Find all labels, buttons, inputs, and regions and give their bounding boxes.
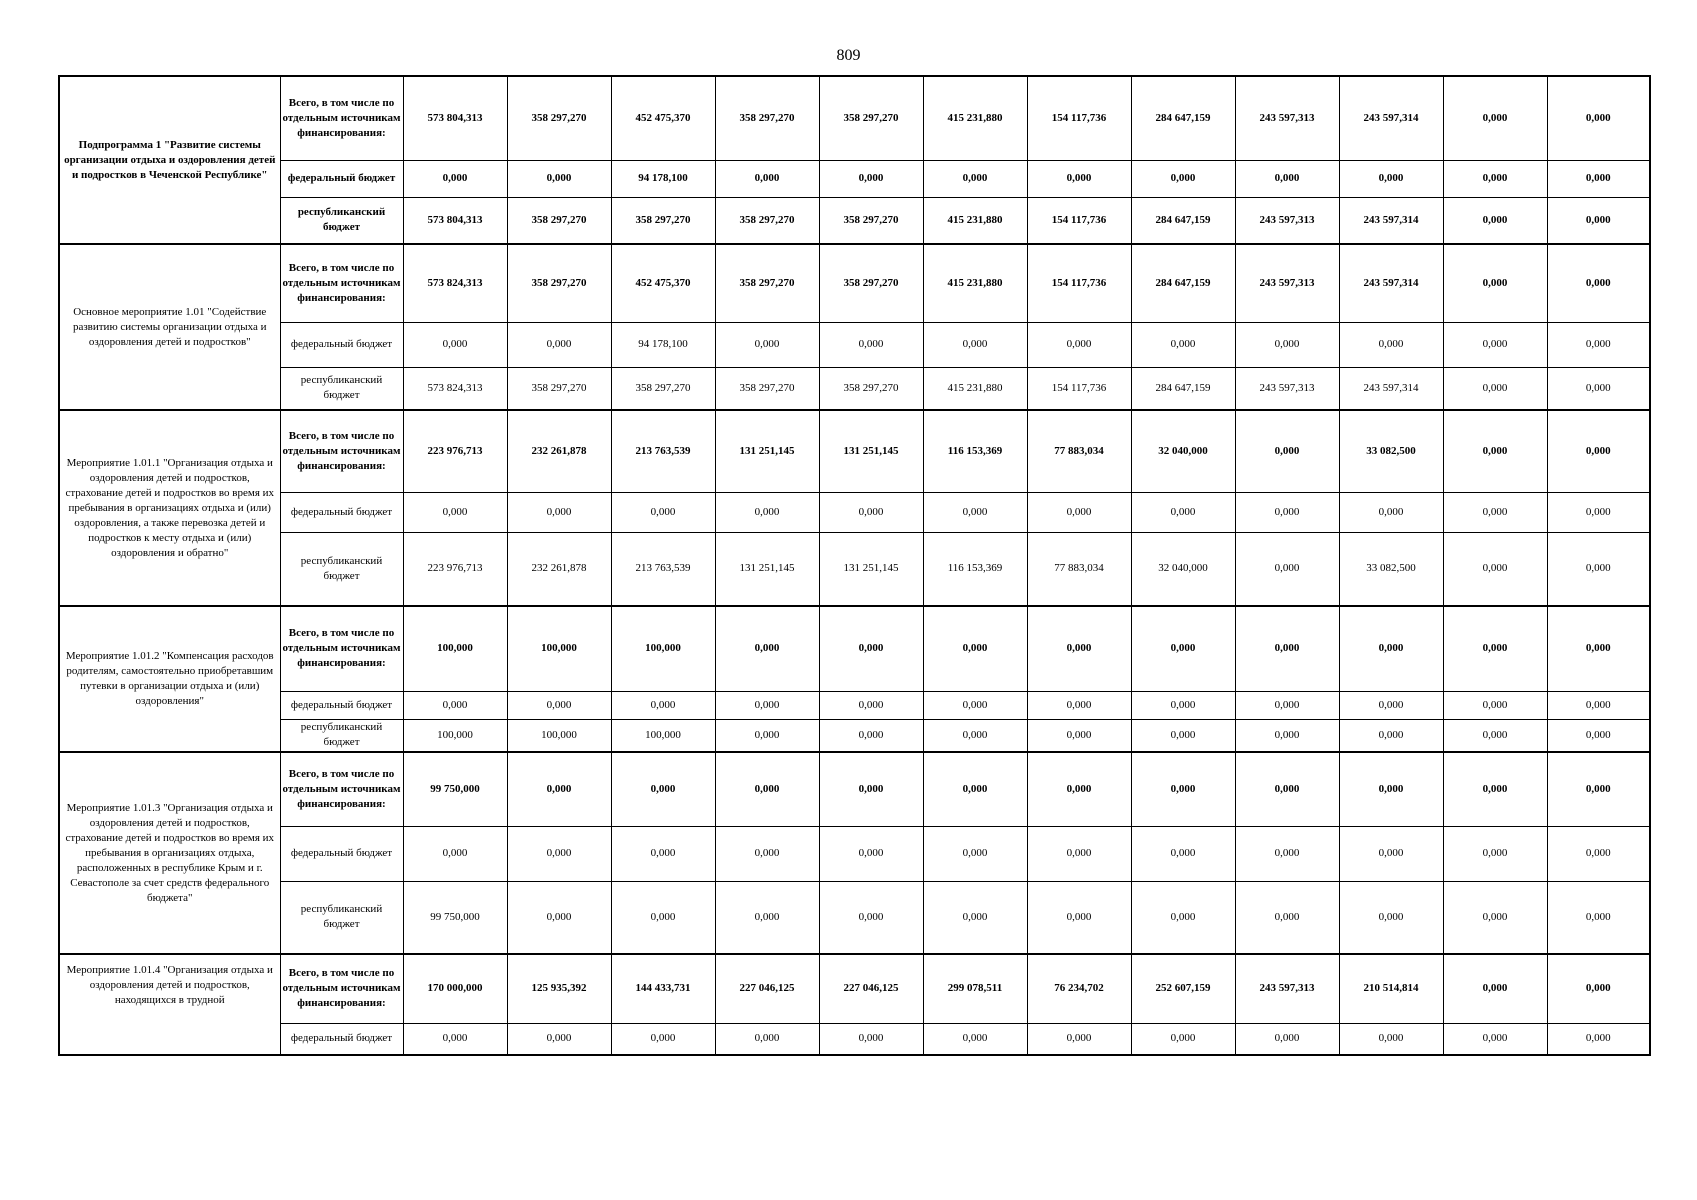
amount-cell: 0,000 bbox=[1547, 719, 1650, 752]
amount-cell: 0,000 bbox=[403, 1023, 507, 1055]
amount-cell: 0,000 bbox=[819, 826, 923, 881]
amount-cell: 358 297,270 bbox=[819, 197, 923, 244]
amount-cell: 0,000 bbox=[1443, 322, 1547, 367]
amount-cell: 358 297,270 bbox=[715, 367, 819, 410]
amount-cell: 213 763,539 bbox=[611, 410, 715, 492]
amount-cell: 0,000 bbox=[1027, 1023, 1131, 1055]
amount-cell: 415 231,880 bbox=[923, 76, 1027, 160]
amount-cell: 0,000 bbox=[1547, 606, 1650, 691]
amount-cell: 0,000 bbox=[1235, 752, 1339, 826]
funding-source-cell: Всего, в том числе по отдельным источникам финансирования: bbox=[280, 410, 403, 492]
amount-cell: 223 976,713 bbox=[403, 532, 507, 606]
funding-source-cell: республиканский бюджет bbox=[280, 881, 403, 954]
amount-cell: 0,000 bbox=[507, 160, 611, 197]
table-row bbox=[59, 244, 1650, 322]
table-row bbox=[59, 752, 1650, 826]
amount-cell: 0,000 bbox=[507, 752, 611, 826]
amount-cell: 0,000 bbox=[611, 881, 715, 954]
amount-cell: 0,000 bbox=[1443, 160, 1547, 197]
funding-source-cell: республиканский бюджет bbox=[280, 719, 403, 752]
amount-cell: 452 475,370 bbox=[611, 244, 715, 322]
amount-cell: 284 647,159 bbox=[1131, 367, 1235, 410]
amount-cell: 0,000 bbox=[923, 322, 1027, 367]
amount-cell: 0,000 bbox=[1131, 160, 1235, 197]
funding-source-cell: федеральный бюджет bbox=[280, 1023, 403, 1055]
program-name-cell: Мероприятие 1.01.3 "Организация отдыха и оздоровления детей и подростков, страхование детей и подростков во время их пребывания в организациях отдыха, расположенных в республике Крым и г. Севастополе за счет средств федерального бюджета" bbox=[59, 752, 280, 954]
amount-cell: 131 251,145 bbox=[819, 532, 923, 606]
amount-cell: 0,000 bbox=[1547, 752, 1650, 826]
amount-cell: 0,000 bbox=[507, 691, 611, 719]
amount-cell: 0,000 bbox=[1235, 322, 1339, 367]
amount-cell: 284 647,159 bbox=[1131, 244, 1235, 322]
table-row bbox=[59, 197, 1650, 244]
amount-cell: 0,000 bbox=[1547, 691, 1650, 719]
amount-cell: 0,000 bbox=[1443, 1023, 1547, 1055]
amount-cell: 0,000 bbox=[715, 691, 819, 719]
amount-cell: 0,000 bbox=[1547, 492, 1650, 532]
amount-cell: 232 261,878 bbox=[507, 532, 611, 606]
amount-cell: 0,000 bbox=[923, 826, 1027, 881]
program-name-cell: Основное мероприятие 1.01 "Содействие развитию системы организации отдыха и оздоровления детей и подростков" bbox=[59, 244, 280, 410]
amount-cell: 243 597,313 bbox=[1235, 197, 1339, 244]
amount-cell: 0,000 bbox=[1027, 752, 1131, 826]
amount-cell: 0,000 bbox=[715, 322, 819, 367]
table-row bbox=[59, 881, 1650, 954]
amount-cell: 0,000 bbox=[1235, 691, 1339, 719]
amount-cell: 0,000 bbox=[819, 606, 923, 691]
amount-cell: 0,000 bbox=[1547, 197, 1650, 244]
amount-cell: 0,000 bbox=[1443, 752, 1547, 826]
amount-cell: 0,000 bbox=[1131, 691, 1235, 719]
amount-cell: 100,000 bbox=[403, 606, 507, 691]
amount-cell: 415 231,880 bbox=[923, 367, 1027, 410]
amount-cell: 0,000 bbox=[1339, 492, 1443, 532]
amount-cell: 154 117,736 bbox=[1027, 367, 1131, 410]
amount-cell: 0,000 bbox=[1235, 606, 1339, 691]
amount-cell: 99 750,000 bbox=[403, 752, 507, 826]
amount-cell: 0,000 bbox=[923, 691, 1027, 719]
amount-cell: 0,000 bbox=[715, 492, 819, 532]
amount-cell: 358 297,270 bbox=[819, 244, 923, 322]
amount-cell: 243 597,313 bbox=[1235, 244, 1339, 322]
amount-cell: 0,000 bbox=[1027, 322, 1131, 367]
table-row bbox=[59, 719, 1650, 752]
amount-cell: 227 046,125 bbox=[715, 954, 819, 1023]
amount-cell: 131 251,145 bbox=[819, 410, 923, 492]
amount-cell: 0,000 bbox=[1547, 76, 1650, 160]
amount-cell: 0,000 bbox=[923, 719, 1027, 752]
amount-cell: 243 597,313 bbox=[1235, 367, 1339, 410]
amount-cell: 227 046,125 bbox=[819, 954, 923, 1023]
amount-cell: 0,000 bbox=[715, 160, 819, 197]
amount-cell: 0,000 bbox=[507, 1023, 611, 1055]
amount-cell: 0,000 bbox=[1547, 826, 1650, 881]
funding-source-cell: федеральный бюджет bbox=[280, 691, 403, 719]
amount-cell: 0,000 bbox=[1131, 719, 1235, 752]
amount-cell: 100,000 bbox=[507, 719, 611, 752]
amount-cell: 0,000 bbox=[1131, 322, 1235, 367]
amount-cell: 0,000 bbox=[1027, 719, 1131, 752]
amount-cell: 243 597,313 bbox=[1235, 76, 1339, 160]
amount-cell: 243 597,313 bbox=[1235, 954, 1339, 1023]
amount-cell: 0,000 bbox=[715, 606, 819, 691]
amount-cell: 0,000 bbox=[1339, 752, 1443, 826]
amount-cell: 77 883,034 bbox=[1027, 410, 1131, 492]
amount-cell: 0,000 bbox=[819, 1023, 923, 1055]
program-name-cell: Мероприятие 1.01.2 "Компенсация расходов родителям, самостоятельно приобретавшим путевки в организации отдыха и (или) оздоровления" bbox=[59, 606, 280, 752]
amount-cell: 0,000 bbox=[1547, 410, 1650, 492]
amount-cell: 0,000 bbox=[819, 492, 923, 532]
amount-cell: 144 433,731 bbox=[611, 954, 715, 1023]
amount-cell: 0,000 bbox=[1547, 322, 1650, 367]
amount-cell: 299 078,511 bbox=[923, 954, 1027, 1023]
amount-cell: 99 750,000 bbox=[403, 881, 507, 954]
amount-cell: 452 475,370 bbox=[611, 76, 715, 160]
amount-cell: 358 297,270 bbox=[507, 76, 611, 160]
amount-cell: 0,000 bbox=[1339, 826, 1443, 881]
table-row bbox=[59, 76, 1650, 160]
amount-cell: 0,000 bbox=[819, 322, 923, 367]
amount-cell: 0,000 bbox=[611, 492, 715, 532]
program-name-cell: Подпрограмма 1 "Развитие системы организации отдыха и оздоровления детей и подростков в Чеченской Республике" bbox=[59, 76, 280, 244]
amount-cell: 0,000 bbox=[923, 1023, 1027, 1055]
amount-cell: 415 231,880 bbox=[923, 197, 1027, 244]
amount-cell: 0,000 bbox=[1547, 881, 1650, 954]
amount-cell: 0,000 bbox=[507, 492, 611, 532]
amount-cell: 0,000 bbox=[819, 719, 923, 752]
amount-cell: 0,000 bbox=[1547, 244, 1650, 322]
table-row bbox=[59, 410, 1650, 492]
amount-cell: 284 647,159 bbox=[1131, 197, 1235, 244]
amount-cell: 0,000 bbox=[1235, 410, 1339, 492]
table-row bbox=[59, 691, 1650, 719]
amount-cell: 0,000 bbox=[923, 606, 1027, 691]
amount-cell: 0,000 bbox=[403, 691, 507, 719]
funding-source-cell: Всего, в том числе по отдельным источникам финансирования: bbox=[280, 752, 403, 826]
amount-cell: 0,000 bbox=[1547, 954, 1650, 1023]
funding-source-cell: республиканский бюджет bbox=[280, 532, 403, 606]
amount-cell: 77 883,034 bbox=[1027, 532, 1131, 606]
amount-cell: 0,000 bbox=[1547, 367, 1650, 410]
table-row bbox=[59, 826, 1650, 881]
amount-cell: 154 117,736 bbox=[1027, 197, 1131, 244]
amount-cell: 170 000,000 bbox=[403, 954, 507, 1023]
amount-cell: 0,000 bbox=[923, 881, 1027, 954]
amount-cell: 33 082,500 bbox=[1339, 532, 1443, 606]
amount-cell: 0,000 bbox=[715, 826, 819, 881]
amount-cell: 0,000 bbox=[819, 160, 923, 197]
amount-cell: 0,000 bbox=[1235, 719, 1339, 752]
amount-cell: 0,000 bbox=[403, 322, 507, 367]
funding-source-cell: Всего, в том числе по отдельным источникам финансирования: bbox=[280, 954, 403, 1023]
amount-cell: 76 234,702 bbox=[1027, 954, 1131, 1023]
amount-cell: 125 935,392 bbox=[507, 954, 611, 1023]
amount-cell: 100,000 bbox=[403, 719, 507, 752]
amount-cell: 0,000 bbox=[819, 691, 923, 719]
amount-cell: 0,000 bbox=[1339, 881, 1443, 954]
amount-cell: 0,000 bbox=[1547, 160, 1650, 197]
amount-cell: 0,000 bbox=[1235, 492, 1339, 532]
amount-cell: 0,000 bbox=[1339, 606, 1443, 691]
amount-cell: 0,000 bbox=[1339, 691, 1443, 719]
amount-cell: 100,000 bbox=[507, 606, 611, 691]
amount-cell: 0,000 bbox=[819, 752, 923, 826]
amount-cell: 0,000 bbox=[1443, 410, 1547, 492]
amount-cell: 33 082,500 bbox=[1339, 410, 1443, 492]
amount-cell: 131 251,145 bbox=[715, 410, 819, 492]
funding-source-cell: федеральный бюджет bbox=[280, 322, 403, 367]
amount-cell: 0,000 bbox=[1547, 532, 1650, 606]
amount-cell: 358 297,270 bbox=[819, 76, 923, 160]
amount-cell: 0,000 bbox=[507, 826, 611, 881]
amount-cell: 358 297,270 bbox=[507, 244, 611, 322]
amount-cell: 154 117,736 bbox=[1027, 244, 1131, 322]
amount-cell: 0,000 bbox=[1443, 367, 1547, 410]
amount-cell: 0,000 bbox=[403, 826, 507, 881]
amount-cell: 94 178,100 bbox=[611, 160, 715, 197]
amount-cell: 252 607,159 bbox=[1131, 954, 1235, 1023]
amount-cell: 0,000 bbox=[1235, 532, 1339, 606]
funding-source-cell: республиканский бюджет bbox=[280, 197, 403, 244]
amount-cell: 0,000 bbox=[1443, 76, 1547, 160]
amount-cell: 0,000 bbox=[1027, 160, 1131, 197]
amount-cell: 0,000 bbox=[715, 752, 819, 826]
amount-cell: 0,000 bbox=[1443, 532, 1547, 606]
amount-cell: 0,000 bbox=[1027, 606, 1131, 691]
amount-cell: 0,000 bbox=[1027, 881, 1131, 954]
amount-cell: 0,000 bbox=[1339, 160, 1443, 197]
amount-cell: 0,000 bbox=[1547, 1023, 1650, 1055]
amount-cell: 573 804,313 bbox=[403, 197, 507, 244]
amount-cell: 0,000 bbox=[611, 691, 715, 719]
amount-cell: 0,000 bbox=[1443, 244, 1547, 322]
funding-source-cell: федеральный бюджет bbox=[280, 160, 403, 197]
amount-cell: 0,000 bbox=[1027, 691, 1131, 719]
amount-cell: 358 297,270 bbox=[715, 244, 819, 322]
amount-cell: 284 647,159 bbox=[1131, 76, 1235, 160]
amount-cell: 0,000 bbox=[611, 826, 715, 881]
amount-cell: 94 178,100 bbox=[611, 322, 715, 367]
funding-source-cell: Всего, в том числе по отдельным источникам финансирования: bbox=[280, 606, 403, 691]
amount-cell: 243 597,314 bbox=[1339, 244, 1443, 322]
amount-cell: 358 297,270 bbox=[819, 367, 923, 410]
program-name-cell: Мероприятие 1.01.1 "Организация отдыха и оздоровления детей и подростков, страхование детей и подростков во время их пребывания в организациях отдыха и (или) оздоровления, а также перевозка детей и подростков к месту отдыха и (или) оздоровления и обратно" bbox=[59, 410, 280, 606]
budget-table-body bbox=[59, 76, 1650, 1055]
amount-cell: 358 297,270 bbox=[507, 197, 611, 244]
table-row bbox=[59, 367, 1650, 410]
budget-table bbox=[58, 75, 1651, 1056]
amount-cell: 0,000 bbox=[507, 322, 611, 367]
amount-cell: 210 514,814 bbox=[1339, 954, 1443, 1023]
amount-cell: 116 153,369 bbox=[923, 410, 1027, 492]
amount-cell: 0,000 bbox=[507, 881, 611, 954]
amount-cell: 243 597,314 bbox=[1339, 197, 1443, 244]
amount-cell: 358 297,270 bbox=[611, 197, 715, 244]
page-number: 809 bbox=[836, 47, 861, 64]
funding-source-cell: Всего, в том числе по отдельным источникам финансирования: bbox=[280, 76, 403, 160]
amount-cell: 100,000 bbox=[611, 719, 715, 752]
amount-cell: 573 824,313 bbox=[403, 244, 507, 322]
amount-cell: 0,000 bbox=[1339, 1023, 1443, 1055]
amount-cell: 0,000 bbox=[1131, 1023, 1235, 1055]
amount-cell: 0,000 bbox=[611, 1023, 715, 1055]
amount-cell: 0,000 bbox=[1235, 1023, 1339, 1055]
amount-cell: 0,000 bbox=[1443, 826, 1547, 881]
amount-cell: 0,000 bbox=[403, 160, 507, 197]
program-name-cell: Мероприятие 1.01.4 "Организация отдыха и оздоровления детей и подростков, находящихся в трудной bbox=[59, 954, 280, 1055]
funding-source-cell: республиканский бюджет bbox=[280, 367, 403, 410]
amount-cell: 0,000 bbox=[1235, 160, 1339, 197]
amount-cell: 243 597,314 bbox=[1339, 76, 1443, 160]
amount-cell: 573 824,313 bbox=[403, 367, 507, 410]
amount-cell: 0,000 bbox=[1131, 606, 1235, 691]
table-row bbox=[59, 1023, 1650, 1055]
amount-cell: 0,000 bbox=[1443, 492, 1547, 532]
amount-cell: 0,000 bbox=[1235, 826, 1339, 881]
amount-cell: 154 117,736 bbox=[1027, 76, 1131, 160]
table-row bbox=[59, 954, 1650, 1023]
amount-cell: 358 297,270 bbox=[507, 367, 611, 410]
amount-cell: 32 040,000 bbox=[1131, 532, 1235, 606]
amount-cell: 0,000 bbox=[1131, 826, 1235, 881]
amount-cell: 0,000 bbox=[1339, 322, 1443, 367]
amount-cell: 0,000 bbox=[923, 492, 1027, 532]
amount-cell: 0,000 bbox=[1235, 881, 1339, 954]
table-row bbox=[59, 322, 1650, 367]
funding-source-cell: федеральный бюджет bbox=[280, 492, 403, 532]
amount-cell: 0,000 bbox=[403, 492, 507, 532]
amount-cell: 0,000 bbox=[715, 881, 819, 954]
amount-cell: 0,000 bbox=[1339, 719, 1443, 752]
amount-cell: 232 261,878 bbox=[507, 410, 611, 492]
amount-cell: 358 297,270 bbox=[715, 197, 819, 244]
amount-cell: 0,000 bbox=[1443, 197, 1547, 244]
amount-cell: 131 251,145 bbox=[715, 532, 819, 606]
table-row bbox=[59, 606, 1650, 691]
amount-cell: 0,000 bbox=[923, 752, 1027, 826]
amount-cell: 0,000 bbox=[715, 719, 819, 752]
amount-cell: 0,000 bbox=[1027, 492, 1131, 532]
amount-cell: 0,000 bbox=[1443, 954, 1547, 1023]
amount-cell: 0,000 bbox=[611, 752, 715, 826]
amount-cell: 32 040,000 bbox=[1131, 410, 1235, 492]
table-row bbox=[59, 160, 1650, 197]
amount-cell: 358 297,270 bbox=[611, 367, 715, 410]
amount-cell: 0,000 bbox=[1443, 719, 1547, 752]
funding-source-cell: федеральный бюджет bbox=[280, 826, 403, 881]
table-row bbox=[59, 492, 1650, 532]
amount-cell: 116 153,369 bbox=[923, 532, 1027, 606]
amount-cell: 0,000 bbox=[715, 1023, 819, 1055]
amount-cell: 0,000 bbox=[1443, 691, 1547, 719]
amount-cell: 100,000 bbox=[611, 606, 715, 691]
amount-cell: 213 763,539 bbox=[611, 532, 715, 606]
amount-cell: 0,000 bbox=[819, 881, 923, 954]
table-row bbox=[59, 532, 1650, 606]
amount-cell: 0,000 bbox=[1443, 881, 1547, 954]
funding-source-cell: Всего, в том числе по отдельным источникам финансирования: bbox=[280, 244, 403, 322]
amount-cell: 243 597,314 bbox=[1339, 367, 1443, 410]
amount-cell: 0,000 bbox=[1131, 881, 1235, 954]
amount-cell: 0,000 bbox=[1131, 492, 1235, 532]
amount-cell: 0,000 bbox=[1027, 826, 1131, 881]
amount-cell: 0,000 bbox=[923, 160, 1027, 197]
amount-cell: 0,000 bbox=[1443, 606, 1547, 691]
amount-cell: 415 231,880 bbox=[923, 244, 1027, 322]
amount-cell: 0,000 bbox=[1131, 752, 1235, 826]
amount-cell: 358 297,270 bbox=[715, 76, 819, 160]
amount-cell: 573 804,313 bbox=[403, 76, 507, 160]
amount-cell: 223 976,713 bbox=[403, 410, 507, 492]
